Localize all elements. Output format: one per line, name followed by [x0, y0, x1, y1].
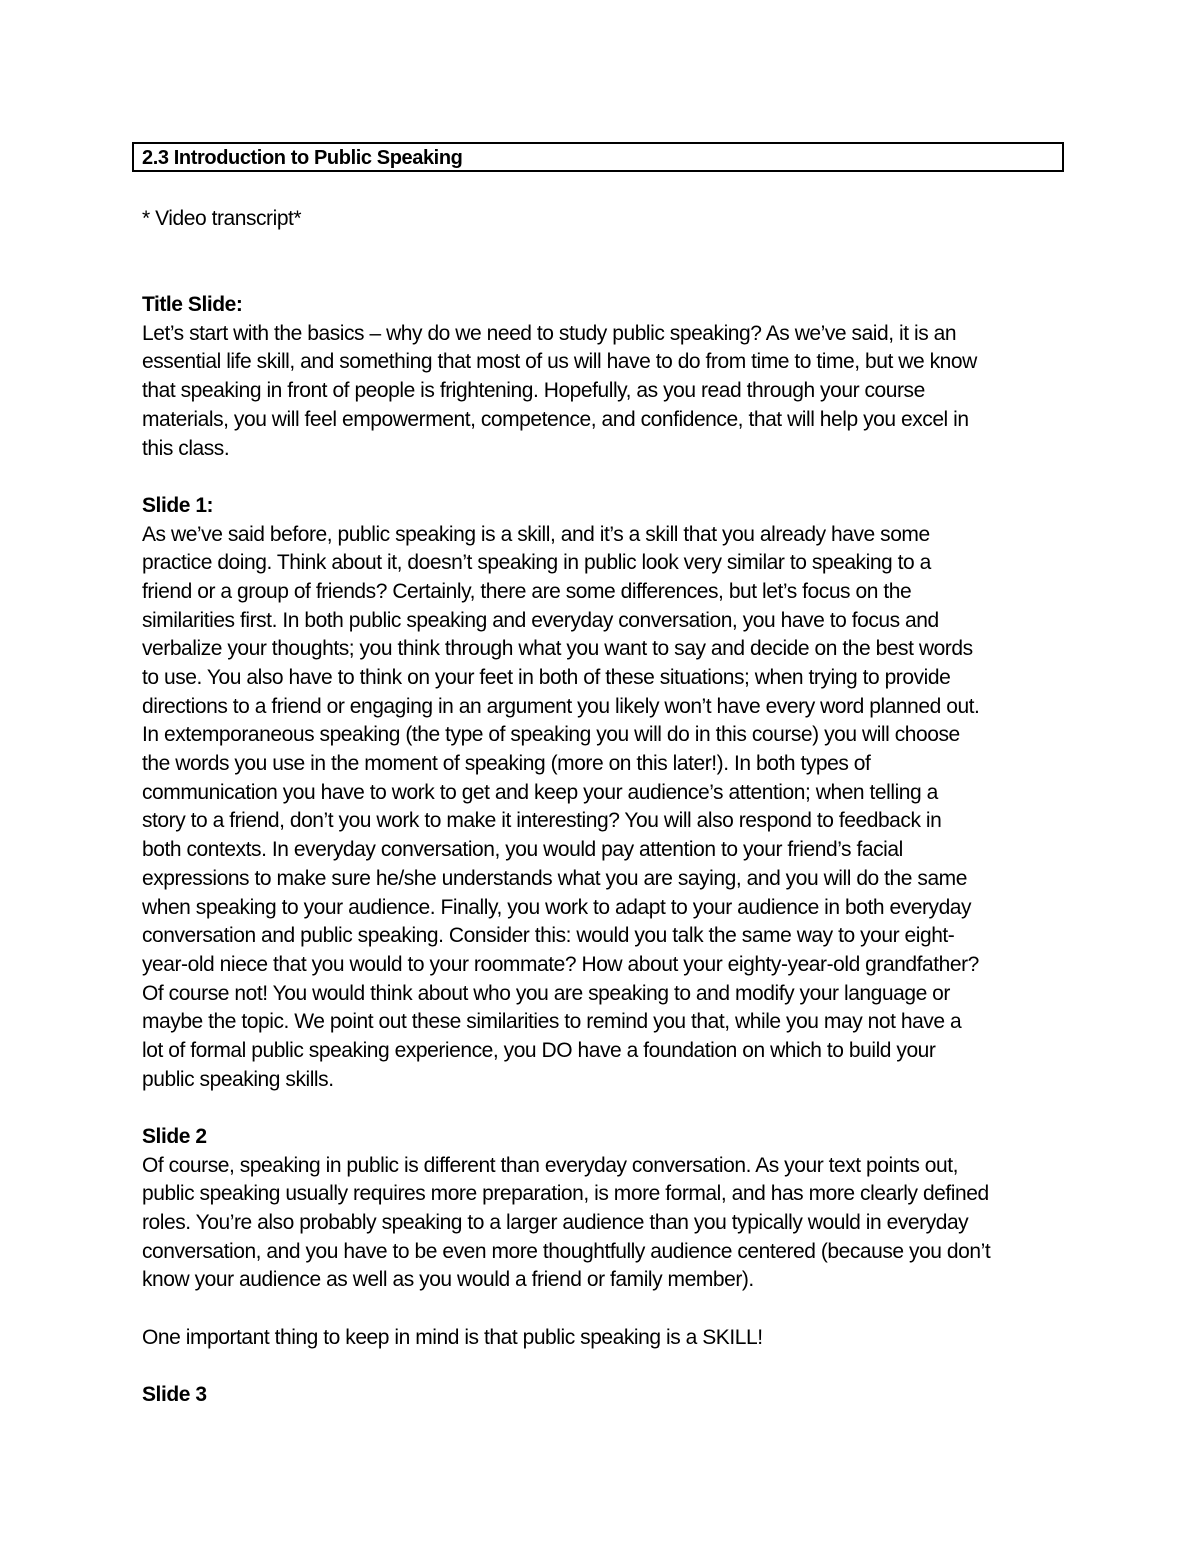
paragraph-line: year-old niece that you would to your roommate? How about your eighty-year-old grandfather? — [142, 952, 979, 976]
paragraph-line: public speaking skills. — [142, 1067, 334, 1091]
title-box — [132, 142, 1064, 172]
paragraph-line: know your audience as well as you would a friend or family member). — [142, 1268, 754, 1292]
section-slide-1 — [142, 492, 1072, 1094]
section-slide-3 — [142, 1381, 1072, 1410]
paragraph-line: essential life skill, and something that most of us will have to do from time to time, but we know — [142, 350, 977, 374]
paragraph-line: this class. — [142, 436, 230, 460]
paragraph-line: expressions to make sure he/she understands what you are saying, and you will do the same — [142, 866, 967, 890]
section-heading: Slide 2 — [142, 1125, 207, 1148]
document-body — [142, 205, 1072, 1410]
paragraph-line: lot of formal public speaking experience, you DO have a foundation on which to build your — [142, 1038, 936, 1062]
spacer — [142, 1295, 1072, 1324]
spacer — [142, 1094, 1072, 1123]
paragraph-line: directions to a friend or engaging in an argument you likely won’t have every word planned out. — [142, 694, 980, 718]
paragraph-line: practice doing. Think about it, doesn’t speaking in public look very similar to speaking to a — [142, 551, 931, 575]
paragraph-line: materials, you will feel empowerment, competence, and confidence, that will help you excel in — [142, 407, 969, 431]
paragraph-line: that speaking in front of people is frightening. Hopefully, as you read through your course — [142, 379, 925, 403]
document-subtitle: * Video transcript* — [142, 207, 302, 230]
paragraph-line: One important thing to keep in mind is that public speaking is a SKILL! — [142, 1325, 763, 1349]
paragraph-line: when speaking to your audience. Finally, you work to adapt to your audience in both everyday — [142, 895, 972, 919]
paragraph-line: verbalize your thoughts; you think through what you want to say and decide on the best words — [142, 637, 973, 661]
paragraph-line: similarities first. In both public speaking and everyday conversation, you have to focus and — [142, 608, 939, 632]
section-heading: Slide 1: — [142, 493, 214, 517]
spacer — [142, 262, 1072, 291]
spacer — [142, 463, 1072, 492]
paragraph-line: friend or a group of friends? Certainly, there are some differences, but let’s focus on the — [142, 579, 912, 603]
paragraph-line: public speaking usually requires more preparation, is more formal, and has more clearly defined — [142, 1182, 989, 1206]
paragraph-line: Of course not! You would think about who you are speaking to and modify your language or — [142, 981, 950, 1005]
paragraph-line: maybe the topic. We point out these similarities to remind you that, while you may not have a — [142, 1010, 962, 1034]
document-title: 2.3 Introduction to Public Speaking — [142, 147, 463, 169]
spacer — [142, 1353, 1072, 1382]
paragraph-line: the words you use in the moment of speaking (more on this later!). In both types of — [142, 752, 871, 776]
section-slide-2 — [142, 1123, 1072, 1353]
paragraph-line: roles. You’re also probably speaking to a larger audience than you typically would in everyday — [142, 1211, 969, 1235]
paragraph-line: Of course, speaking in public is different than everyday conversation. As your text points out, — [142, 1153, 959, 1177]
paragraph-line: conversation, and you have to be even more thoughtfully audience centered (because you don’t — [142, 1239, 991, 1263]
section-heading: Title Slide: — [142, 293, 243, 317]
spacer — [142, 234, 1072, 263]
paragraph-line: story to a friend, don’t you work to make it interesting? You will also respond to feedback in — [142, 809, 942, 833]
paragraph-line: to use. You also have to think on your feet in both of these situations; when trying to provide — [142, 666, 951, 689]
paragraph-line: Let’s start with the basics – why do we need to study public speaking? As we’ve said, it is an — [142, 321, 957, 345]
paragraph-line: both contexts. In everyday conversation, you would pay attention to your friend’s facial — [142, 838, 903, 862]
paragraph-line: In extemporaneous speaking (the type of speaking you will do in this course) you will choose — [142, 723, 960, 747]
paragraph-line: conversation and public speaking. Consider this: would you talk the same way to your eight- — [142, 924, 955, 948]
paragraph-line: As we’ve said before, public speaking is a skill, and it’s a skill that you already have some — [142, 522, 930, 546]
section-heading: Slide 3 — [142, 1383, 207, 1407]
section-title-slide — [142, 291, 1072, 463]
paragraph-line: communication you have to work to get and keep your audience’s attention; when telling a — [142, 780, 938, 804]
